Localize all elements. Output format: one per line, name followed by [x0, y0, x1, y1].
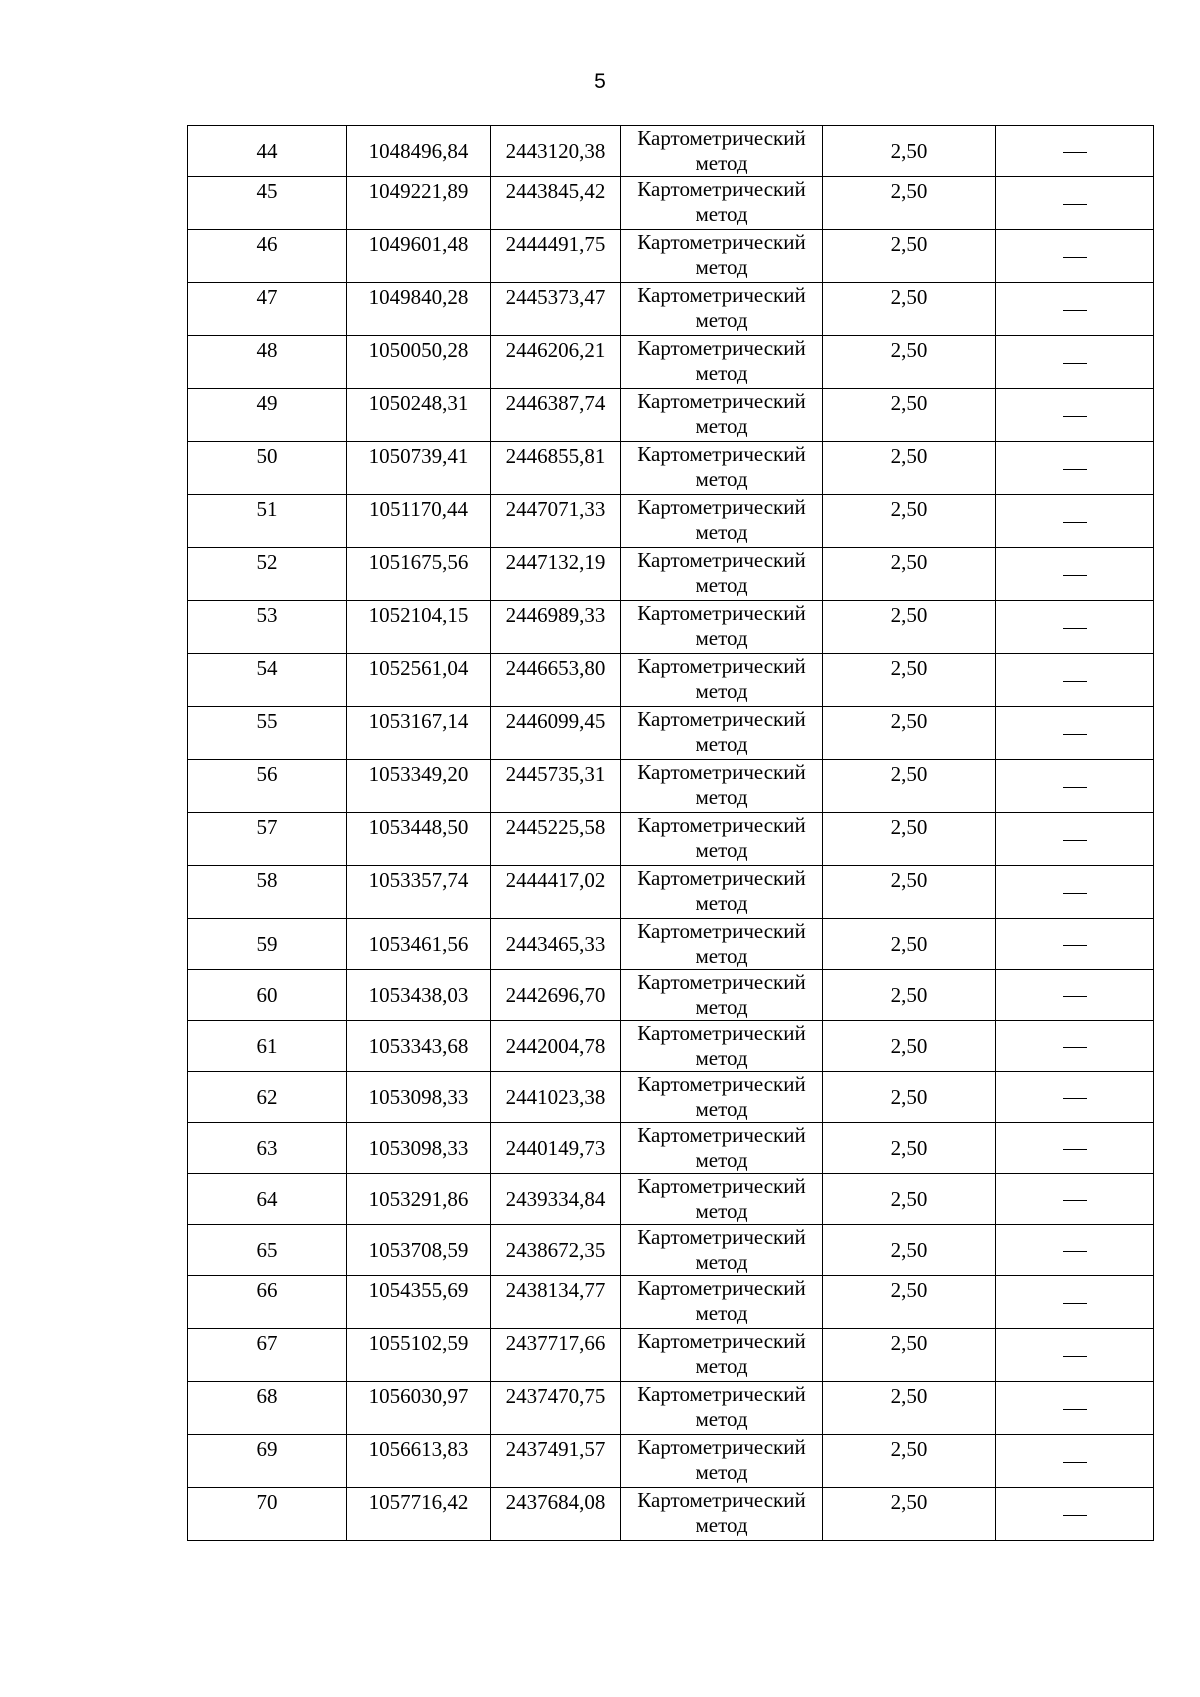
point-number-cell: 48	[188, 336, 347, 389]
y-coordinate-cell: 2446653,80	[491, 654, 621, 707]
method-line-1: Картометрический	[637, 970, 806, 994]
table-row	[188, 1072, 1154, 1123]
point-number-cell: 60	[188, 970, 347, 1021]
method-line-2: метод	[695, 891, 748, 915]
description-cell	[996, 126, 1154, 177]
method-line-2: метод	[695, 1097, 748, 1121]
dash-mark	[1063, 1462, 1087, 1463]
table-row	[188, 1435, 1154, 1488]
method-line-1: Картометрический	[637, 389, 806, 413]
table-row	[188, 548, 1154, 601]
method-cell	[621, 601, 823, 654]
y-coordinate-cell: 2440149,73	[491, 1123, 621, 1174]
method-cell	[621, 654, 823, 707]
method-line-2: метод	[695, 1148, 748, 1172]
x-coordinate-cell: 1053349,20	[347, 760, 491, 813]
method-cell	[621, 1435, 823, 1488]
method-line-1: Картометрический	[637, 442, 806, 466]
x-coordinate-cell: 1056030,97	[347, 1382, 491, 1435]
table-row	[188, 1225, 1154, 1276]
method-line-2: метод	[695, 785, 748, 809]
method-line-1: Картометрический	[637, 495, 806, 519]
description-cell	[996, 707, 1154, 760]
method-line-2: метод	[695, 573, 748, 597]
error-cell: 2,50	[823, 1435, 996, 1488]
x-coordinate-cell: 1053708,59	[347, 1225, 491, 1276]
x-coordinate-cell: 1051675,56	[347, 548, 491, 601]
description-cell	[996, 336, 1154, 389]
table-row	[188, 760, 1154, 813]
description-cell	[996, 389, 1154, 442]
method-cell	[621, 1021, 823, 1072]
method-line-1: Картометрический	[637, 760, 806, 784]
method-line-2: метод	[695, 1250, 748, 1274]
method-cell	[621, 1072, 823, 1123]
method-line-1: Картометрический	[637, 707, 806, 731]
y-coordinate-cell: 2437470,75	[491, 1382, 621, 1435]
method-cell	[621, 1123, 823, 1174]
description-cell	[996, 442, 1154, 495]
method-line-2: метод	[695, 995, 748, 1019]
method-cell	[621, 389, 823, 442]
error-cell: 2,50	[823, 1488, 996, 1541]
x-coordinate-cell: 1048496,84	[347, 126, 491, 177]
description-cell	[996, 230, 1154, 283]
x-coordinate-cell: 1053291,86	[347, 1174, 491, 1225]
x-coordinate-cell: 1053098,33	[347, 1072, 491, 1123]
x-coordinate-cell: 1053167,14	[347, 707, 491, 760]
x-coordinate-cell: 1053438,03	[347, 970, 491, 1021]
method-line-1: Картометрический	[637, 1276, 806, 1300]
point-number-cell: 53	[188, 601, 347, 654]
dash-mark	[1063, 310, 1087, 311]
dash-mark	[1063, 204, 1087, 205]
description-cell	[996, 548, 1154, 601]
y-coordinate-cell: 2441023,38	[491, 1072, 621, 1123]
method-cell	[621, 230, 823, 283]
point-number-cell: 68	[188, 1382, 347, 1435]
y-coordinate-cell: 2445735,31	[491, 760, 621, 813]
method-line-2: метод	[695, 1301, 748, 1325]
method-cell	[621, 1276, 823, 1329]
method-cell	[621, 707, 823, 760]
dash-mark	[1063, 1356, 1087, 1357]
table-row	[188, 442, 1154, 495]
method-cell	[621, 813, 823, 866]
table-row	[188, 1488, 1154, 1541]
method-cell	[621, 760, 823, 813]
point-number-cell: 56	[188, 760, 347, 813]
method-line-1: Картометрический	[637, 1072, 806, 1096]
dash-mark	[1063, 1149, 1087, 1150]
y-coordinate-cell: 2439334,84	[491, 1174, 621, 1225]
method-line-1: Картометрический	[637, 548, 806, 572]
method-line-1: Картометрический	[637, 1021, 806, 1045]
method-line-1: Картометрический	[637, 1382, 806, 1406]
error-cell: 2,50	[823, 654, 996, 707]
description-cell	[996, 760, 1154, 813]
page-number: 5	[594, 70, 606, 93]
method-line-2: метод	[695, 202, 748, 226]
table-row	[188, 1382, 1154, 1435]
y-coordinate-cell: 2444417,02	[491, 866, 621, 919]
error-cell: 2,50	[823, 970, 996, 1021]
error-cell: 2,50	[823, 1123, 996, 1174]
error-cell: 2,50	[823, 1174, 996, 1225]
point-number-cell: 69	[188, 1435, 347, 1488]
point-number-cell: 54	[188, 654, 347, 707]
error-cell: 2,50	[823, 177, 996, 230]
point-number-cell: 64	[188, 1174, 347, 1225]
table-row	[188, 177, 1154, 230]
y-coordinate-cell: 2446855,81	[491, 442, 621, 495]
method-line-2: метод	[695, 1460, 748, 1484]
x-coordinate-cell: 1055102,59	[347, 1329, 491, 1382]
description-cell	[996, 654, 1154, 707]
error-cell: 2,50	[823, 495, 996, 548]
point-number-cell: 57	[188, 813, 347, 866]
method-line-1: Картометрический	[637, 866, 806, 890]
method-cell	[621, 336, 823, 389]
method-line-2: метод	[695, 1354, 748, 1378]
y-coordinate-cell: 2446206,21	[491, 336, 621, 389]
point-number-cell: 46	[188, 230, 347, 283]
table-row	[188, 126, 1154, 177]
method-line-2: метод	[695, 151, 748, 175]
error-cell: 2,50	[823, 919, 996, 970]
dash-mark	[1063, 787, 1087, 788]
y-coordinate-cell: 2442004,78	[491, 1021, 621, 1072]
table-row	[188, 1174, 1154, 1225]
dash-mark	[1063, 1515, 1087, 1516]
method-cell	[621, 1329, 823, 1382]
method-cell	[621, 177, 823, 230]
method-line-1: Картометрический	[637, 813, 806, 837]
x-coordinate-cell: 1049840,28	[347, 283, 491, 336]
method-cell	[621, 126, 823, 177]
table-row	[188, 1123, 1154, 1174]
description-cell	[996, 495, 1154, 548]
description-cell	[996, 283, 1154, 336]
x-coordinate-cell: 1051170,44	[347, 495, 491, 548]
dash-mark	[1063, 893, 1087, 894]
point-number-cell: 58	[188, 866, 347, 919]
method-line-1: Картометрический	[637, 1488, 806, 1512]
error-cell: 2,50	[823, 1276, 996, 1329]
method-line-2: метод	[695, 1407, 748, 1431]
dash-mark	[1063, 840, 1087, 841]
table-row	[188, 283, 1154, 336]
y-coordinate-cell: 2442696,70	[491, 970, 621, 1021]
method-line-2: метод	[695, 944, 748, 968]
method-line-1: Картометрический	[637, 601, 806, 625]
method-cell	[621, 548, 823, 601]
method-line-1: Картометрический	[637, 1329, 806, 1353]
x-coordinate-cell: 1056613,83	[347, 1435, 491, 1488]
method-line-1: Картометрический	[637, 177, 806, 201]
point-number-cell: 50	[188, 442, 347, 495]
method-line-1: Картометрический	[637, 336, 806, 360]
dash-mark	[1063, 996, 1087, 997]
table-row	[188, 230, 1154, 283]
y-coordinate-cell: 2446387,74	[491, 389, 621, 442]
table-row	[188, 866, 1154, 919]
error-cell: 2,50	[823, 1021, 996, 1072]
table-row	[188, 970, 1154, 1021]
table-row	[188, 654, 1154, 707]
point-number-cell: 70	[188, 1488, 347, 1541]
point-number-cell: 61	[188, 1021, 347, 1072]
x-coordinate-cell: 1049221,89	[347, 177, 491, 230]
dash-mark	[1063, 1409, 1087, 1410]
description-cell	[996, 813, 1154, 866]
dash-mark	[1063, 152, 1087, 153]
dash-mark	[1063, 575, 1087, 576]
y-coordinate-cell: 2443465,33	[491, 919, 621, 970]
error-cell: 2,50	[823, 1072, 996, 1123]
point-number-cell: 67	[188, 1329, 347, 1382]
point-number-cell: 55	[188, 707, 347, 760]
x-coordinate-cell: 1053461,56	[347, 919, 491, 970]
point-number-cell: 62	[188, 1072, 347, 1123]
dash-mark	[1063, 1047, 1087, 1048]
table-row	[188, 495, 1154, 548]
method-line-2: метод	[695, 414, 748, 438]
error-cell: 2,50	[823, 601, 996, 654]
method-line-2: метод	[695, 679, 748, 703]
method-line-1: Картометрический	[637, 1225, 806, 1249]
coordinates-table	[187, 125, 1154, 1541]
description-cell	[996, 1072, 1154, 1123]
dash-mark	[1063, 1200, 1087, 1201]
description-cell	[996, 177, 1154, 230]
method-line-1: Картометрический	[637, 654, 806, 678]
method-cell	[621, 1174, 823, 1225]
point-number-cell: 65	[188, 1225, 347, 1276]
y-coordinate-cell: 2437717,66	[491, 1329, 621, 1382]
method-line-2: метод	[695, 255, 748, 279]
x-coordinate-cell: 1057716,42	[347, 1488, 491, 1541]
method-line-1: Картометрический	[637, 283, 806, 307]
table-body	[188, 126, 1154, 1541]
y-coordinate-cell: 2443120,38	[491, 126, 621, 177]
point-number-cell: 45	[188, 177, 347, 230]
method-line-1: Картометрический	[637, 1174, 806, 1198]
y-coordinate-cell: 2443845,42	[491, 177, 621, 230]
x-coordinate-cell: 1053448,50	[347, 813, 491, 866]
x-coordinate-cell: 1053343,68	[347, 1021, 491, 1072]
method-line-1: Картометрический	[637, 1123, 806, 1147]
method-line-2: метод	[695, 1513, 748, 1537]
x-coordinate-cell: 1053098,33	[347, 1123, 491, 1174]
description-cell	[996, 1225, 1154, 1276]
method-cell	[621, 866, 823, 919]
method-cell	[621, 970, 823, 1021]
error-cell: 2,50	[823, 813, 996, 866]
error-cell: 2,50	[823, 760, 996, 813]
description-cell	[996, 1276, 1154, 1329]
error-cell: 2,50	[823, 866, 996, 919]
method-cell	[621, 919, 823, 970]
description-cell	[996, 1382, 1154, 1435]
y-coordinate-cell: 2446989,33	[491, 601, 621, 654]
x-coordinate-cell: 1054355,69	[347, 1276, 491, 1329]
x-coordinate-cell: 1053357,74	[347, 866, 491, 919]
error-cell: 2,50	[823, 548, 996, 601]
x-coordinate-cell: 1052561,04	[347, 654, 491, 707]
description-cell	[996, 1435, 1154, 1488]
y-coordinate-cell: 2438672,35	[491, 1225, 621, 1276]
point-number-cell: 44	[188, 126, 347, 177]
error-cell: 2,50	[823, 1329, 996, 1382]
x-coordinate-cell: 1052104,15	[347, 601, 491, 654]
method-line-2: метод	[695, 1199, 748, 1223]
y-coordinate-cell: 2437491,57	[491, 1435, 621, 1488]
description-cell	[996, 866, 1154, 919]
description-cell	[996, 1488, 1154, 1541]
description-cell	[996, 1123, 1154, 1174]
description-cell	[996, 1174, 1154, 1225]
method-line-1: Картометрический	[637, 230, 806, 254]
method-line-1: Картометрический	[637, 1435, 806, 1459]
table-row	[188, 919, 1154, 970]
description-cell	[996, 601, 1154, 654]
description-cell	[996, 970, 1154, 1021]
point-number-cell: 51	[188, 495, 347, 548]
y-coordinate-cell: 2438134,77	[491, 1276, 621, 1329]
x-coordinate-cell: 1050739,41	[347, 442, 491, 495]
table-row	[188, 707, 1154, 760]
table-row	[188, 601, 1154, 654]
x-coordinate-cell: 1050248,31	[347, 389, 491, 442]
dash-mark	[1063, 522, 1087, 523]
table-row	[188, 1276, 1154, 1329]
method-line-1: Картометрический	[637, 126, 806, 150]
y-coordinate-cell: 2445373,47	[491, 283, 621, 336]
dash-mark	[1063, 416, 1087, 417]
y-coordinate-cell: 2437684,08	[491, 1488, 621, 1541]
dash-mark	[1063, 1303, 1087, 1304]
method-cell	[621, 1382, 823, 1435]
y-coordinate-cell: 2446099,45	[491, 707, 621, 760]
dash-mark	[1063, 628, 1087, 629]
method-line-2: метод	[695, 626, 748, 650]
error-cell: 2,50	[823, 283, 996, 336]
description-cell	[996, 1329, 1154, 1382]
x-coordinate-cell: 1050050,28	[347, 336, 491, 389]
dash-mark	[1063, 363, 1087, 364]
method-line-2: метод	[695, 467, 748, 491]
error-cell: 2,50	[823, 230, 996, 283]
method-cell	[621, 1225, 823, 1276]
dash-mark	[1063, 681, 1087, 682]
method-cell	[621, 442, 823, 495]
error-cell: 2,50	[823, 707, 996, 760]
method-line-2: метод	[695, 838, 748, 862]
table-row	[188, 389, 1154, 442]
y-coordinate-cell: 2447132,19	[491, 548, 621, 601]
error-cell: 2,50	[823, 442, 996, 495]
point-number-cell: 66	[188, 1276, 347, 1329]
table-row	[188, 336, 1154, 389]
error-cell: 2,50	[823, 336, 996, 389]
y-coordinate-cell: 2445225,58	[491, 813, 621, 866]
point-number-cell: 49	[188, 389, 347, 442]
point-number-cell: 63	[188, 1123, 347, 1174]
method-cell	[621, 1488, 823, 1541]
table-row	[188, 813, 1154, 866]
method-line-1: Картометрический	[637, 919, 806, 943]
error-cell: 2,50	[823, 126, 996, 177]
description-cell	[996, 1021, 1154, 1072]
point-number-cell: 52	[188, 548, 347, 601]
dash-mark	[1063, 469, 1087, 470]
error-cell: 2,50	[823, 389, 996, 442]
dash-mark	[1063, 945, 1087, 946]
dash-mark	[1063, 1098, 1087, 1099]
y-coordinate-cell: 2444491,75	[491, 230, 621, 283]
method-line-2: метод	[695, 520, 748, 544]
table-row	[188, 1021, 1154, 1072]
table-row	[188, 1329, 1154, 1382]
x-coordinate-cell: 1049601,48	[347, 230, 491, 283]
method-cell	[621, 495, 823, 548]
method-line-2: метод	[695, 1046, 748, 1070]
method-cell	[621, 283, 823, 336]
error-cell: 2,50	[823, 1225, 996, 1276]
method-line-2: метод	[695, 361, 748, 385]
dash-mark	[1063, 257, 1087, 258]
method-line-2: метод	[695, 732, 748, 756]
description-cell	[996, 919, 1154, 970]
dash-mark	[1063, 734, 1087, 735]
y-coordinate-cell: 2447071,33	[491, 495, 621, 548]
dash-mark	[1063, 1251, 1087, 1252]
error-cell: 2,50	[823, 1382, 996, 1435]
point-number-cell: 47	[188, 283, 347, 336]
method-line-2: метод	[695, 308, 748, 332]
point-number-cell: 59	[188, 919, 347, 970]
